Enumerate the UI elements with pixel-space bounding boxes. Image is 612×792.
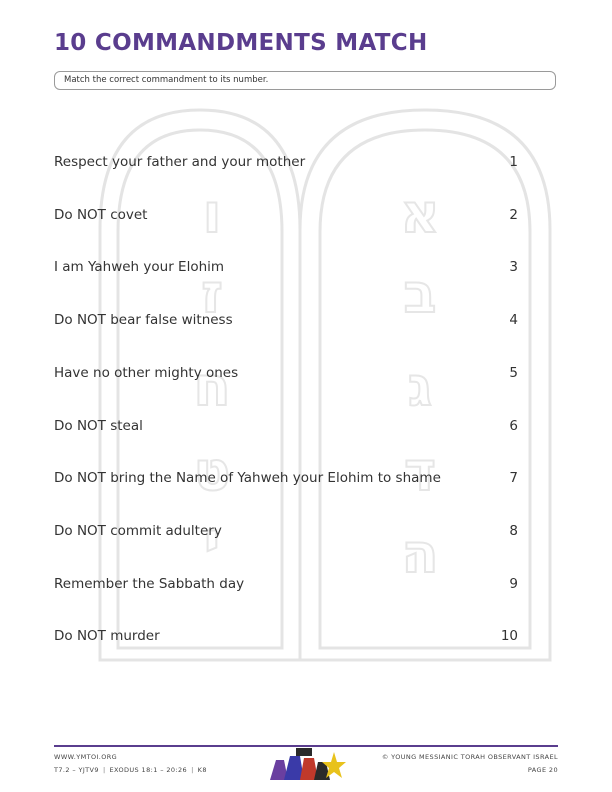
- match-row: [54, 523, 518, 541]
- commandment-number: 7: [509, 470, 518, 486]
- footer-separator: |: [102, 766, 106, 774]
- match-row: [54, 154, 518, 172]
- match-row: [54, 418, 518, 436]
- footer-divider: [54, 745, 558, 747]
- footer-site: WWW.YMTOI.ORG: [54, 753, 118, 761]
- footer-page-number: PAGE 20: [527, 766, 558, 774]
- commandment-number: 5: [509, 365, 518, 381]
- commandment-text: Do NOT bring the Name of Yahweh your Elohim to shame: [54, 470, 441, 486]
- left-tablet-letter: ז: [201, 262, 223, 325]
- match-row: [54, 576, 518, 594]
- commandment-number: 1: [509, 154, 518, 170]
- commandment-text: Do NOT steal: [54, 418, 143, 434]
- left-tablet-letter: י: [204, 510, 220, 573]
- ymtoi-logo: [268, 748, 348, 782]
- commandment-text: Do NOT murder: [54, 628, 160, 644]
- match-row: [54, 207, 518, 225]
- commandment-text: Respect your father and your mother: [54, 154, 306, 170]
- commandment-number: 4: [509, 312, 518, 328]
- left-tablet-letter: ט: [193, 440, 231, 503]
- right-tablet-letter: ג: [407, 355, 433, 418]
- right-tablet-letter: ה: [401, 522, 439, 585]
- commandment-text: Do NOT bear false witness: [54, 312, 233, 328]
- right-tablet-letter: ב: [403, 262, 437, 325]
- commandment-number: 8: [509, 523, 518, 539]
- commandment-text: Have no other mighty ones: [54, 365, 239, 381]
- commandment-text: Do NOT covet: [54, 207, 148, 223]
- footer-year: T7.2 – YJTV9: [54, 766, 99, 774]
- commandment-text: Do NOT commit adultery: [54, 523, 222, 539]
- footer-copyright: © YOUNG MESSIANIC TORAH OBSERVANT ISRAEL: [381, 753, 558, 761]
- instruction-text: Match the correct commandment to its number.: [64, 75, 269, 85]
- footer-grade: K8: [197, 766, 207, 774]
- logo-tower-black: [296, 748, 312, 756]
- match-row: [54, 470, 518, 488]
- commandment-number: 10: [500, 628, 518, 644]
- left-tablet-letter: ו: [202, 182, 222, 245]
- footer-separator: |: [191, 766, 194, 774]
- right-tablet-letter: א: [400, 182, 440, 245]
- right-tablet-letter: ד: [404, 440, 436, 503]
- footer-parasha: EXODUS 18:1 – 20:26: [109, 766, 188, 774]
- commandment-number: 6: [509, 418, 518, 434]
- commandment-text: I am Yahweh your Elohim: [54, 259, 225, 275]
- left-tablet-letter: ח: [193, 355, 231, 418]
- instruction-box: [54, 71, 556, 90]
- page-title: 10 COMMANDMENTS MATCH: [54, 30, 428, 56]
- commandment-text: Remember the Sabbath day: [54, 576, 245, 592]
- footer-meta: [54, 766, 207, 774]
- match-row: [54, 628, 518, 646]
- match-row: [54, 312, 518, 330]
- commandment-number: 9: [509, 576, 518, 592]
- match-row: [54, 365, 518, 383]
- commandment-number: 2: [509, 207, 518, 223]
- match-row: [54, 259, 518, 277]
- commandment-number: 3: [509, 259, 518, 275]
